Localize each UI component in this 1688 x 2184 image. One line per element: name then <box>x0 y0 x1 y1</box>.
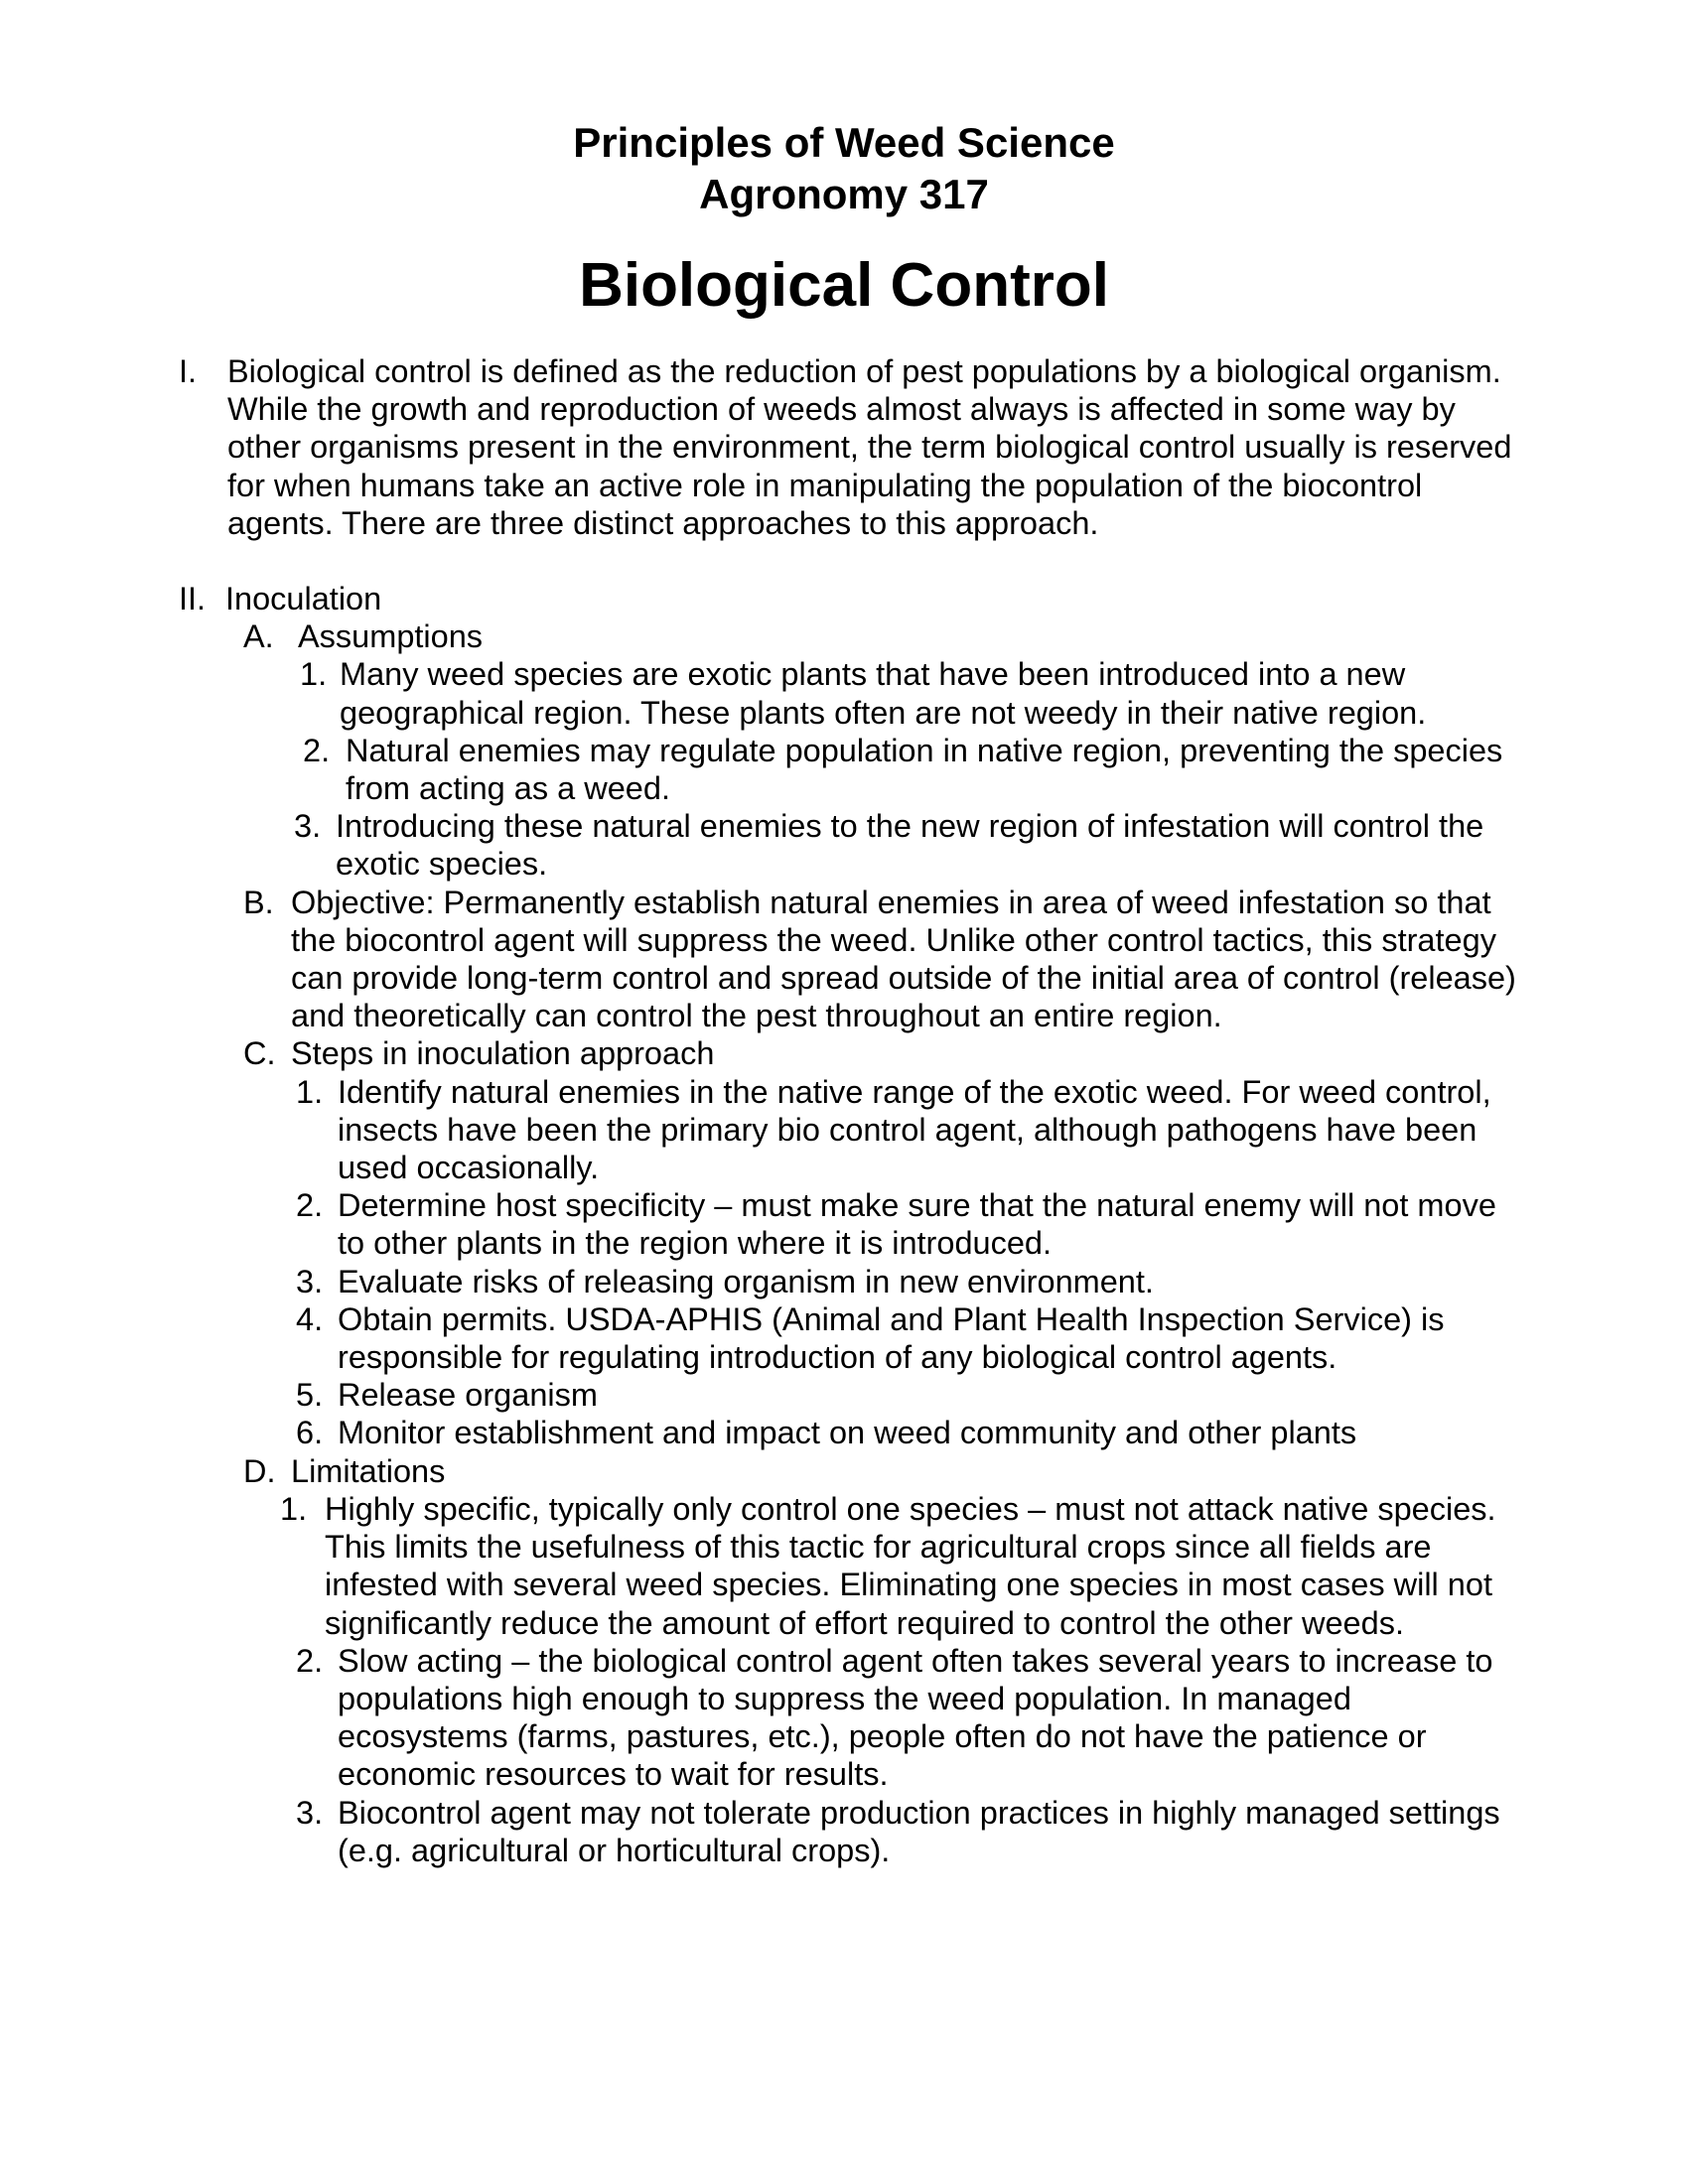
list-item-text: Obtain permits. USDA-APHIS (Animal and Plant Health Inspection Service) is responsible for regulating introduction of any biological control agents. <box>338 1300 1445 1376</box>
subsection-marker: A. <box>243 618 274 655</box>
list-item-text: Identify natural enemies in the native range of the exotic weed. For weed control, insects have been the primary bio control agent, although pathogens have been used occasionally. <box>338 1073 1491 1186</box>
section-text: Biological control is defined as the reduction of pest populations by a biological organism. While the growth and reproduction of weeds almost always is affected in some way by other organisms present in the environment, the term biological control usually is reserved for when humans take an active role in manipulating the population of the biocontrol agents. There are three distinct approaches to this approach. <box>227 353 1512 541</box>
section-title: Inoculation <box>225 581 382 617</box>
list-item-marker: 2. <box>303 732 331 768</box>
subsection-text: Objective: Permanently establish natural enemies in area of weed infestation so that the biocontrol agent will suppress the weed. Unlike other control tactics, this strategy can provide long-term control and spread outside of the initial area of control (release) and theoretically can control the pest throughout an entire region. <box>291 884 1516 1034</box>
list-item-text: Slow acting – the biological control agent often takes several years to increase to populations high enough to suppress the weed population. In managed ecosystems (farms, pastures, etc.), people often do not have the patience or economic resources to wait for results. <box>338 1642 1493 1793</box>
section-marker: I. <box>179 353 198 389</box>
subsection-objective <box>0 884 1688 1035</box>
list-item <box>0 1794 1688 1869</box>
list-item <box>0 1490 1688 1642</box>
list-item-marker: 1. <box>300 656 328 693</box>
course-title: Principles of Weed Science <box>573 119 1115 166</box>
list-item-marker: 1. <box>296 1073 324 1110</box>
list-item-marker: 2. <box>296 1642 324 1679</box>
section-inoculation <box>0 580 1688 617</box>
subsection-marker: D. <box>243 1452 276 1489</box>
outline <box>0 352 1688 1869</box>
subsection-steps <box>0 1034 1688 1072</box>
list-item-text: Release organism <box>338 1377 598 1414</box>
list-item-text: Biocontrol agent may not tolerate production practices in highly managed settings (e.g. agricultural or horticultural crops). <box>338 1794 1500 1868</box>
section-definition <box>0 352 1688 542</box>
list-item <box>0 732 1688 807</box>
list-item-text: Natural enemies may regulate population in native region, preventing the species from acting as a weed. <box>346 732 1503 807</box>
list-item-text: Introducing these natural enemies to the new region of infestation will control the exotic species. <box>336 808 1484 883</box>
subsection-title: Limitations <box>291 1452 446 1489</box>
subsection-marker: B. <box>243 884 274 920</box>
list-item <box>0 655 1688 731</box>
list-item-text: Determine host specificity – must make sure that the natural enemy will not move to other plants in the region where it is introduced. <box>338 1187 1496 1262</box>
list-item-marker: 1. <box>280 1490 308 1527</box>
subsection-marker: C. <box>243 1035 276 1072</box>
list-item <box>0 1376 1688 1414</box>
list-item-text: Many weed species are exotic plants that have been introduced into a new geographical region. These plants often are not weedy in their native region. <box>340 656 1427 731</box>
list-item-text: Monitor establishment and impact on weed community and other plants <box>338 1415 1357 1451</box>
list-item-marker: 4. <box>296 1300 324 1337</box>
list-item-marker: 5. <box>296 1377 324 1414</box>
section-marker: II. <box>179 581 207 617</box>
course-number: Agronomy 317 <box>699 171 989 217</box>
list-item <box>0 807 1688 883</box>
document-title: Biological Control <box>579 251 1109 320</box>
list-item <box>0 1186 1688 1262</box>
subsection-limitations <box>0 1452 1688 1490</box>
document-header <box>0 117 1688 322</box>
list-item-marker: 6. <box>296 1415 324 1451</box>
list-item <box>0 1642 1688 1794</box>
list-item-marker: 2. <box>296 1187 324 1224</box>
subsection-title: Assumptions <box>298 618 484 655</box>
list-item-marker: 3. <box>296 1263 324 1299</box>
list-item <box>0 1263 1688 1300</box>
list-item <box>0 1300 1688 1376</box>
list-item-marker: 3. <box>294 808 322 845</box>
list-item-marker: 3. <box>296 1794 324 1831</box>
subsection-title: Steps in inoculation approach <box>291 1035 715 1072</box>
list-item <box>0 1414 1688 1451</box>
list-item-text: Highly specific, typically only control one species – must not attack native species. This limits the usefulness of this tactic for agricultural crops since all fields are infested with several weed species. Eliminating one species in most cases will not significantly reduce the amount of effort required to control the other weeds. <box>325 1490 1496 1641</box>
subsection-assumptions <box>0 617 1688 655</box>
list-item-text: Evaluate risks of releasing organism in new environment. <box>338 1263 1154 1299</box>
list-item <box>0 1073 1688 1187</box>
